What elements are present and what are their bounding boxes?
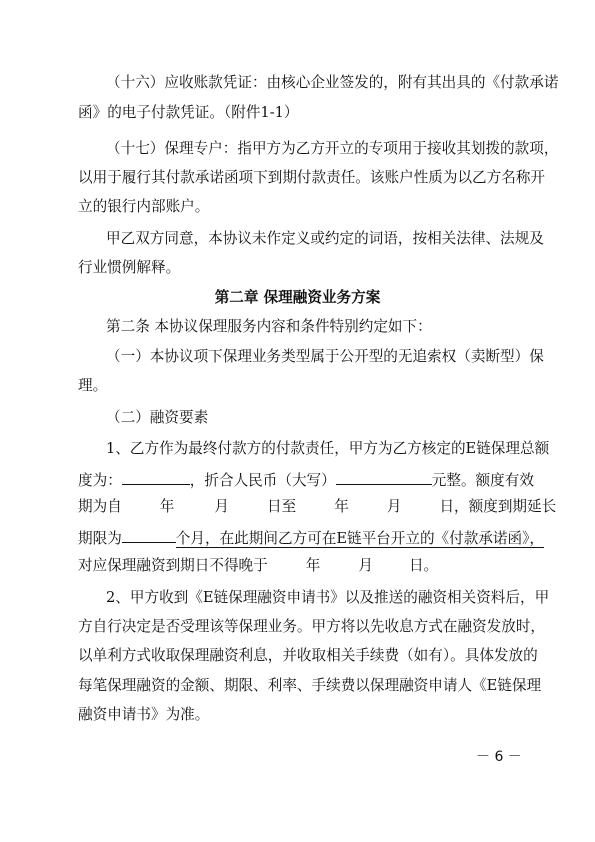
text-fragment: ，折合人民币（大写） <box>189 472 336 489</box>
due-date-line <box>78 556 438 576</box>
paragraph-line: 以单利方式收取保理融资利息，并收取相关手续费（如有）。具体发放的 <box>78 647 538 664</box>
paragraph-line: 函》的电子付款凭证。（附件1-1） <box>78 104 299 121</box>
paragraph-line: （一）本协议项下保理业务类型属于公开型的无追索权（卖断型）保 <box>106 348 544 365</box>
text-fragment: 月 <box>214 498 230 515</box>
amount-words-blank[interactable] <box>336 468 432 485</box>
article-line: 第二条 本协议保理服务内容和条件特别约定如下： <box>106 318 432 335</box>
paragraph-line: 以用于履行其付款承诺函项下到期付款责任。该账户性质为以乙方名称开 <box>78 169 546 186</box>
period-line <box>78 497 556 517</box>
text-fragment: 个月，在此期间乙方可在E链平台开立的《付款承诺函》， <box>175 530 544 547</box>
text-fragment: 度为： <box>78 472 122 489</box>
paragraph-line: 行业惯例解释。 <box>78 259 181 276</box>
months-blank[interactable] <box>122 526 176 543</box>
text-fragment: 年 <box>305 557 321 574</box>
text-fragment: 期限为 <box>78 530 122 547</box>
paragraph-line: 1、乙方作为最终付款方的付款责任，甲方为乙方核定的E链保理总额 <box>106 440 550 457</box>
text-fragment: 期为自 <box>78 498 122 515</box>
text-fragment: 日。 <box>408 557 439 574</box>
chapter-heading: 第二章 保理融资业务方案 <box>214 289 381 306</box>
text-fragment: 元整。额度有效 <box>431 472 534 489</box>
text-fragment: 日，额度到期延长 <box>439 498 557 515</box>
paragraph-line: （十七）保理专户：指甲方为乙方开立的专项用于接收其划拨的款项， <box>106 140 559 157</box>
paragraph-line: 2、甲方收到《E链保理融资申请书》以及推送的融资相关资料后，甲 <box>106 589 550 606</box>
subheading-line: （二）融资要素 <box>106 409 209 426</box>
text-fragment: 日至 <box>267 498 297 515</box>
text-fragment: 月 <box>358 557 373 574</box>
paragraph-line: 理。 <box>78 377 108 394</box>
paragraph-line: （十六）应收账款凭证：由核心企业签发的，附有其出具的《付款承诺 <box>106 74 559 91</box>
paragraph-line: 融资申请书》为准。 <box>78 706 210 723</box>
amount-blank[interactable] <box>122 468 190 485</box>
paragraph-line: 立的银行内部账户。 <box>78 198 210 215</box>
text-fragment: 对应保理融资到期日不得晚于 <box>78 557 268 574</box>
amount-line <box>78 468 534 491</box>
page-number: － 6 － <box>476 749 522 765</box>
extension-line <box>78 526 544 549</box>
text-fragment: 月 <box>386 498 402 515</box>
text-fragment: 年 <box>159 498 175 515</box>
paragraph-line: 甲乙双方同意，本协议未作定义或约定的词语，按相关法律、法规及 <box>106 230 544 247</box>
text-fragment: 年 <box>334 498 349 515</box>
paragraph-line: 方自行决定是否受理该等保理业务。甲方将以先收息方式在融资发放时， <box>78 618 546 635</box>
paragraph-line: 每笔保理融资的金额、期限、利率、手续费以保理融资申请人《E链保理 <box>78 677 542 694</box>
